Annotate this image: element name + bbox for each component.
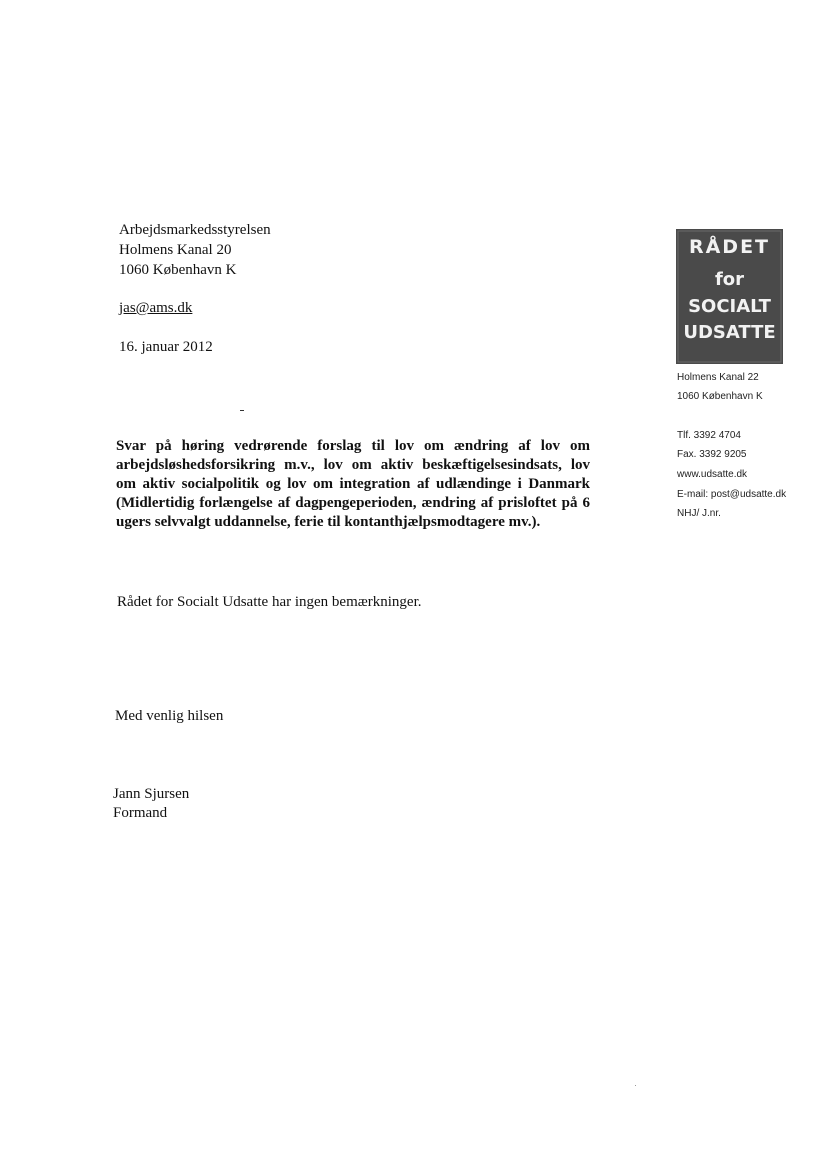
sender-reference: NHJ/ J.nr.: [677, 508, 721, 519]
letter-closing: Med venlig hilsen: [115, 708, 224, 724]
logo-line: for: [714, 269, 745, 290]
organization-logo: [676, 229, 783, 364]
subject-line: om aktiv socialpolitik og lov om integration af udlændinge i Danmark: [116, 476, 590, 492]
signer-name: Jann Sjursen: [113, 786, 190, 802]
sender-email-link[interactable]: E-mail: post@udsatte.dk: [677, 489, 787, 500]
sender-phone: Tlf. 3392 4704: [677, 430, 741, 441]
letter-subject: [116, 437, 590, 532]
subject-line: ugers selvvalgt uddannelse, ferie til kontanthjælpsmodtagere mv.).: [116, 514, 541, 530]
scan-speck: [635, 1085, 636, 1086]
sender-fax: Fax. 3392 9205: [677, 449, 747, 460]
logo-line: SOCIALT: [688, 296, 771, 317]
letter-date: 16. januar 2012: [119, 339, 213, 355]
sender-city: 1060 København K: [677, 391, 763, 402]
subject-line: Svar på høring vedrørende forslag til lov om ændring af lov om: [116, 438, 590, 454]
subject-line: (Midlertidig forlængelse af dagpengeperioden, ændring af prisloftet på 6: [116, 495, 590, 511]
recipient-street: Holmens Kanal 20: [119, 242, 232, 258]
subject-line: arbejdsløshedsforsikring m.v., lov om aktiv beskæftigelsesindsats, lov: [116, 457, 590, 473]
sender-street: Holmens Kanal 22: [677, 372, 759, 383]
sender-web-link[interactable]: www.udsatte.dk: [677, 469, 748, 480]
recipient-email-link[interactable]: jas@ams.dk: [119, 300, 193, 316]
logo-graphic: [676, 229, 783, 364]
logo-line: UDSATTE: [683, 322, 776, 343]
logo-line: RÅDET: [688, 236, 771, 258]
signer-title: Formand: [113, 805, 168, 821]
recipient-city: 1060 København K: [119, 262, 237, 278]
letter-body: Rådet for Socialt Udsatte har ingen bemærkninger.: [117, 594, 422, 610]
recipient-name: Arbejdsmarkedsstyrelsen: [119, 222, 271, 238]
stray-mark: [240, 410, 244, 411]
